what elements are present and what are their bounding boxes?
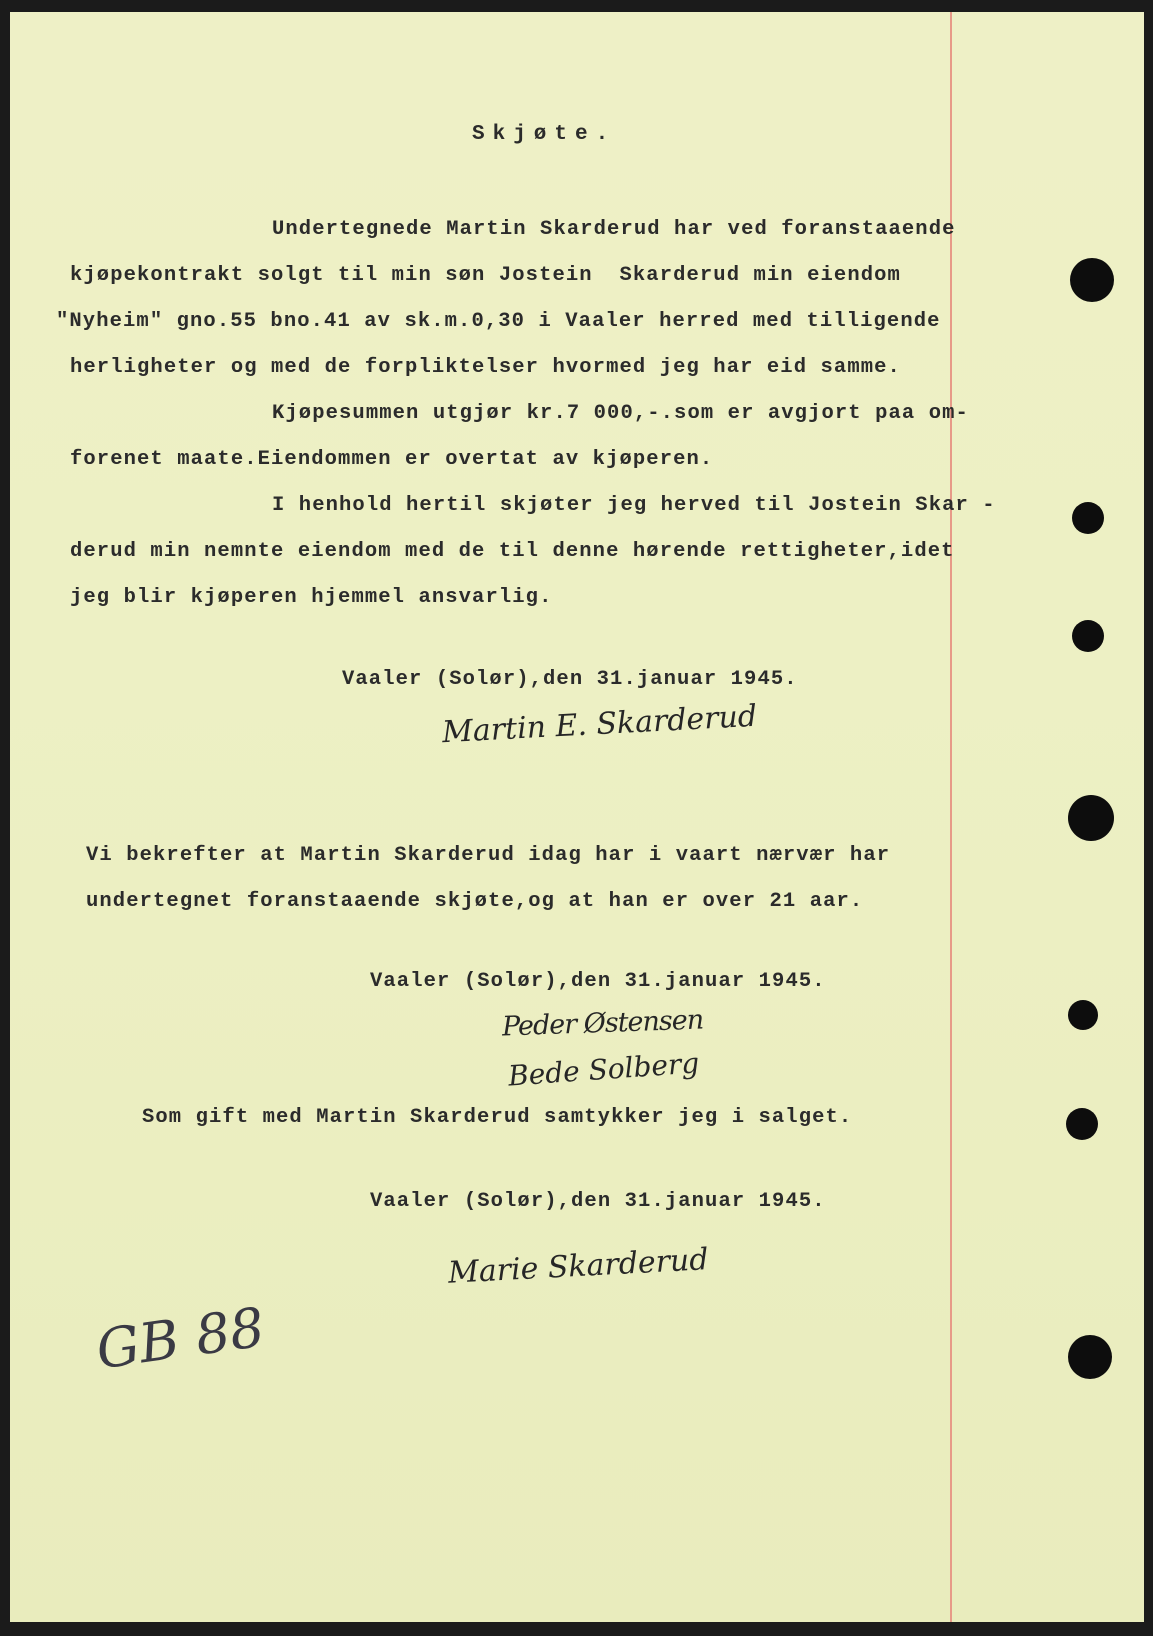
margin-initials: GB 88 bbox=[92, 1295, 269, 1382]
paragraph-2-line-1: Kjøpesummen utgjør kr.7 000,-.som er avgjort paa om- bbox=[272, 402, 969, 425]
signature-martin: Martin E. Skarderud bbox=[441, 698, 758, 751]
paragraph-3-line-3: jeg blir kjøperen hjemmel ansvarlig. bbox=[70, 586, 553, 609]
punch-hole-6 bbox=[1066, 1108, 1098, 1140]
punch-hole-2 bbox=[1072, 502, 1104, 534]
scan-border-bottom bbox=[0, 1622, 1153, 1636]
witness-line-1: Vi bekrefter at Martin Skarderud idag har i vaart nærvær har bbox=[86, 844, 891, 867]
punch-hole-3 bbox=[1072, 620, 1104, 652]
paragraph-2-line-2: forenet maate.Eiendommen er overtat av kjøperen. bbox=[70, 448, 714, 471]
witness-signature-1: Peder Østensen bbox=[501, 1004, 704, 1043]
document-title: Skjøte. bbox=[472, 123, 617, 146]
consent-statement: Som gift med Martin Skarderud samtykker jeg i salget. bbox=[142, 1106, 853, 1129]
place-date-1: Vaaler (Solør),den 31.januar 1945. bbox=[342, 668, 798, 691]
paragraph-3-line-2: derud min nemnte eiendom med de til denne hørende rettigheter,idet bbox=[70, 540, 955, 563]
witness-signature-2: Bede Solberg bbox=[507, 1046, 701, 1093]
punch-hole-5 bbox=[1068, 1000, 1098, 1030]
witness-line-2: undertegnet foranstaaende skjøte,og at han er over 21 aar. bbox=[86, 890, 864, 913]
red-margin-line bbox=[950, 12, 952, 1622]
punch-hole-4 bbox=[1068, 795, 1114, 841]
paragraph-1-line-2: kjøpekontrakt solgt til min søn Jostein Skarderud min eiendom bbox=[70, 264, 901, 287]
punch-hole-7 bbox=[1068, 1335, 1112, 1379]
scan-border-top bbox=[0, 0, 1153, 12]
paragraph-3-line-1: I henhold hertil skjøter jeg herved til Jostein Skar - bbox=[272, 494, 996, 517]
paragraph-1-line-1: Undertegnede Martin Skarderud har ved foranstaaende bbox=[272, 218, 956, 241]
place-date-3: Vaaler (Solør),den 31.januar 1945. bbox=[370, 1190, 826, 1213]
punch-hole-1 bbox=[1070, 258, 1114, 302]
paragraph-1-line-3: "Nyheim" gno.55 bno.41 av sk.m.0,30 i Vaaler herred med tilligende bbox=[56, 310, 941, 333]
signature-marie: Marie Skarderud bbox=[447, 1242, 710, 1291]
paragraph-1-line-4: herligheter og med de forpliktelser hvormed jeg har eid samme. bbox=[70, 356, 901, 379]
scan-border-left bbox=[0, 0, 10, 1636]
scan-border-right bbox=[1144, 0, 1153, 1636]
place-date-2: Vaaler (Solør),den 31.januar 1945. bbox=[370, 970, 826, 993]
